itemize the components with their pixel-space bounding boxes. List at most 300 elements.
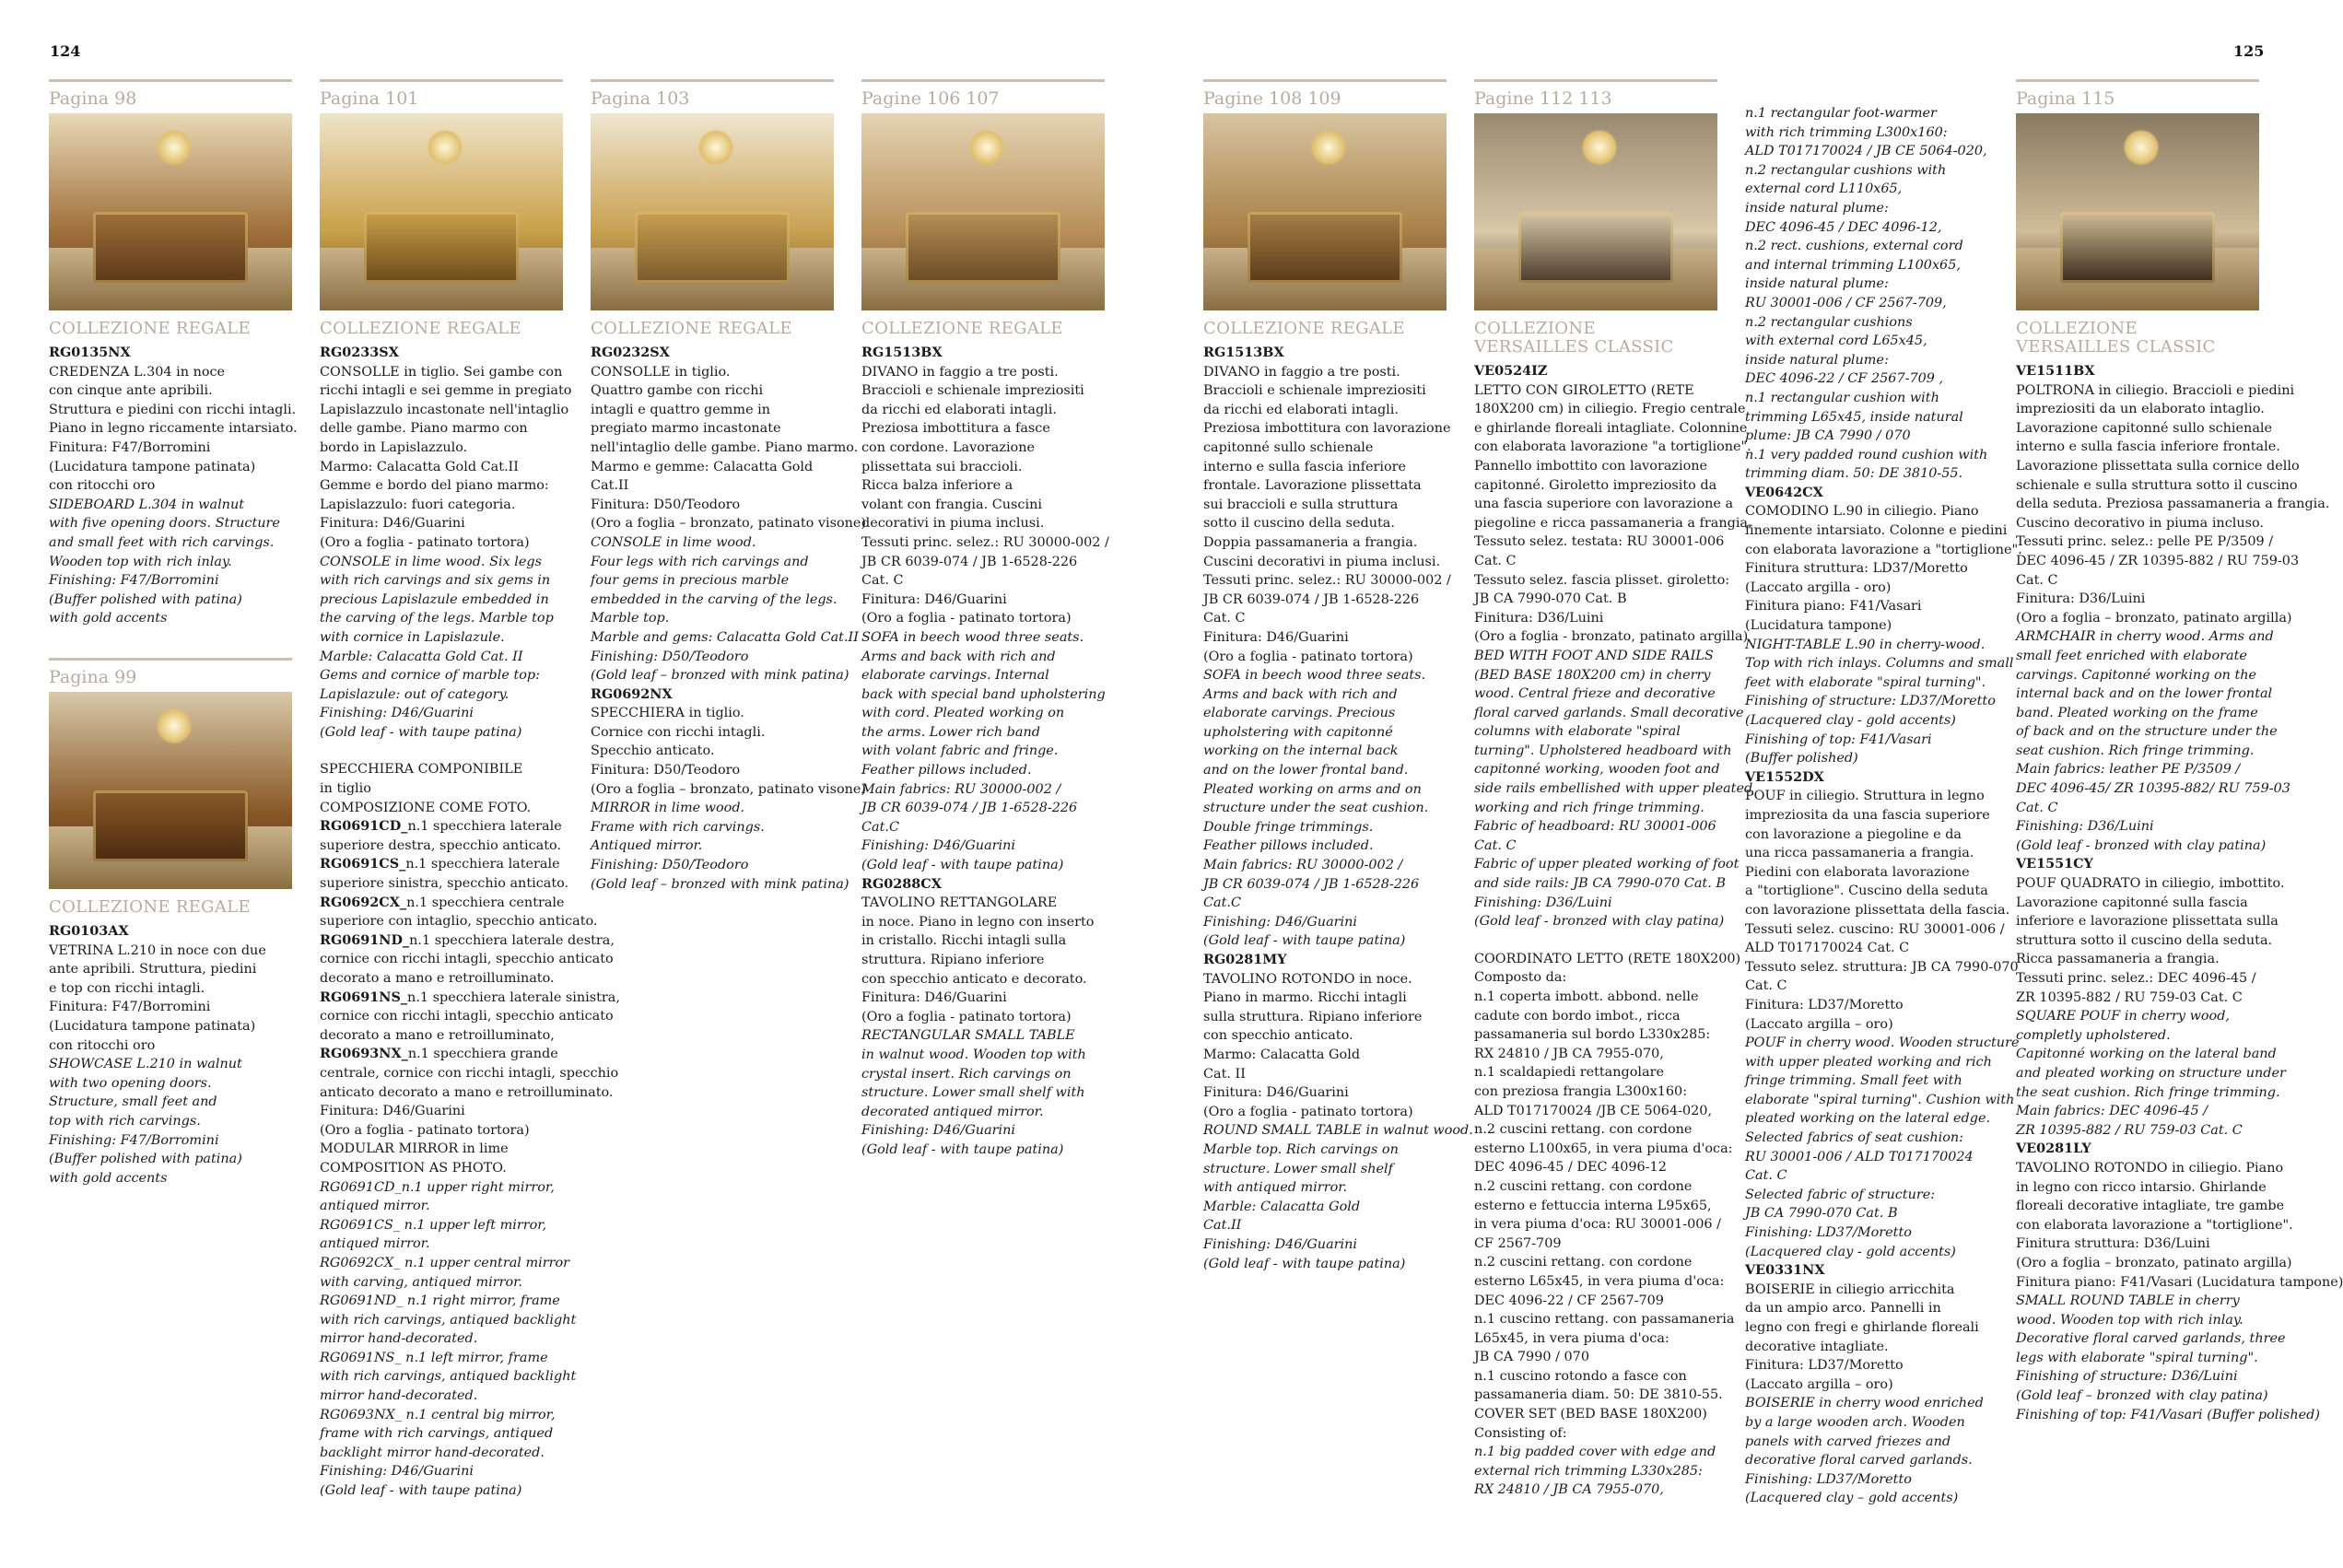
product-code: RG0232SX — [591, 345, 670, 360]
italian-description-line: DEC 4096-45 / DEC 4096-12 — [1474, 1160, 1667, 1176]
english-description-line: Cat. C — [1474, 837, 1517, 853]
english-description-line: n.2 rectangular cushions — [1745, 314, 1913, 330]
product-code: RG1513BX — [861, 345, 943, 360]
italian-description-line: in cristallo. Ricchi intagli sulla — [861, 933, 1067, 949]
english-description-line: antiqued mirror. — [320, 1236, 430, 1252]
english-description-line: JB CR 6039-074 / JB 1-6528-226 — [861, 801, 1078, 816]
english-description-line: inside natural plume: — [1745, 276, 1889, 292]
english-description-line: the arms. Lower rich band — [861, 724, 1040, 740]
italian-description-line: n.1 cuscino rettang. con passamaneria — [1474, 1312, 1735, 1328]
italian-description-line: con ritocchi oro — [49, 1037, 156, 1053]
italian-description-line: Tessuti princ. selez.: RU 30000-002 / — [861, 534, 1109, 550]
italian-description-line: Piedini con elaborata lavorazione — [1745, 864, 1970, 880]
italian-description-line: Marmo e gemme: Calacatta Gold — [591, 459, 814, 474]
italian-description-line: Cat. C — [1203, 611, 1246, 626]
italian-description-line: in vera piuma d'oca: RU 30001-006 / — [1474, 1217, 1721, 1233]
italian-description-line: Braccioli e schienale impreziositi — [861, 383, 1084, 399]
italian-description-line: DIVANO in faggio a tre posti. — [861, 364, 1059, 380]
english-description-line: Finishing: D46/Guarini — [1203, 1236, 1358, 1252]
english-description-line: (Buffer polished with patina) — [49, 1152, 242, 1167]
english-description-line: n.2 rectangular cushions with — [1745, 162, 1947, 178]
product-code: VE0281LY — [2016, 1141, 2091, 1157]
italian-description-line: (Laccato argilla – oro) — [1745, 1016, 1893, 1032]
english-description-line: Wooden top with rich inlay. — [49, 554, 232, 569]
italian-description-line: Tessuti princ. selez.: pelle PE P/3509 / — [2016, 534, 2274, 550]
product-code: RG0691CS_ — [320, 856, 406, 872]
catalog-column-pages-112-113 — [1474, 79, 1753, 1500]
english-description-line: Feather pillows included. — [861, 763, 1032, 778]
italian-description-line: Cat.II — [591, 478, 629, 494]
english-description-line: Marble: Calacatta Gold Cat. II — [320, 649, 523, 664]
italian-description-line: a "tortiglione". Cuscino della seduta — [1745, 883, 1988, 899]
english-description-line: with upper pleated working and rich — [1745, 1054, 1992, 1070]
italian-description-line: Piano in marmo. Ricchi intagli — [1203, 990, 1407, 1006]
italian-description-line: delle gambe. Piano marmo con — [320, 421, 528, 437]
furniture-shape — [1518, 212, 1674, 283]
english-description-line: Cat.C — [861, 819, 899, 835]
english-description-line: RG0691ND_ n.1 right mirror, frame — [320, 1293, 560, 1309]
italian-description-line: TAVOLINO RETTANGOLARE — [861, 895, 1058, 911]
product-code: VE0642CX — [1745, 484, 1823, 500]
english-description-line: ARMCHAIR in cherry wood. Arms and — [2016, 629, 2274, 645]
italian-description-line: volant con frangia. Cuscini — [861, 497, 1042, 512]
collection-title-line: COLLEZIONE REGALE — [49, 897, 251, 917]
italian-description-line: in tiglio — [320, 781, 371, 797]
english-description-line: ROUND SMALL TABLE in walnut wood. — [1203, 1123, 1473, 1139]
english-description-line: RU 30001-006 / CF 2567-709, — [1745, 295, 1947, 310]
italian-description-line: (Laccato argilla - oro) — [1745, 579, 1892, 595]
italian-description-line: finemente intarsiato. Colonne e piedini — [1745, 523, 2008, 539]
italian-description-line: struttura sotto il cuscino della seduta. — [2016, 932, 2273, 948]
catalog-column-page-101 — [320, 79, 620, 1501]
english-description-line: the carving of the legs. Marble top — [320, 611, 554, 626]
italian-description-line: JB CR 6039-074 / JB 1-6528-226 — [1203, 591, 1420, 607]
italian-description-line — [320, 1045, 563, 1064]
english-description-line: (Buffer polished with patina) — [49, 591, 242, 607]
english-description-line: decorated antiqued mirror. — [861, 1104, 1044, 1119]
english-description-line: (Gold leaf - with taupe patina) — [1203, 1256, 1406, 1271]
description-text: n.1 specchiera laterale sinistra, — [407, 989, 620, 1005]
italian-description-line: Marmo: Calacatta Gold — [1203, 1047, 1361, 1062]
english-description-line: Lapislazule: out of category. — [320, 686, 510, 702]
english-description-line: RECTANGULAR SMALL TABLE — [861, 1028, 1075, 1044]
english-description-line: Fabric of upper pleated working of foot — [1474, 857, 1740, 872]
italian-description-line: (Oro a foglia - patinato tortora) — [861, 1009, 1072, 1024]
italian-description-line: con elaborata lavorazione a "tortiglione". — [2016, 1217, 2293, 1233]
italian-description-line: Cat. C — [1745, 978, 1787, 994]
italian-description-line: DEC 4096-45 / ZR 10395-882 / RU 759-03 — [2016, 553, 2300, 568]
english-description-line: RU 30001-006 / ALD T017170024 — [1745, 1149, 1974, 1164]
italian-description-line: Pannello imbottito con lavorazione — [1474, 458, 1708, 474]
collection-title — [1203, 320, 1447, 338]
furniture-shape — [93, 790, 249, 861]
italian-description-line — [320, 855, 563, 874]
italian-description-line: (Lucidatura tampone patinata) — [49, 459, 256, 474]
italian-description-line: Finitura: D46/Guarini — [1203, 1085, 1349, 1101]
collection-title-line: COLLEZIONE REGALE — [49, 319, 251, 338]
italian-description-line: 180X200 cm) in ciliegio. Fregio centrale — [1474, 402, 1746, 417]
english-description-line: Gems and cornice of marble top: — [320, 668, 540, 684]
catalog-column-page-99 — [49, 658, 292, 1188]
english-description-line: SOFA in beech wood three seats. — [1203, 668, 1426, 684]
catalog-column-pages-106-107 — [861, 79, 1109, 1160]
english-description-line: completly upholstered. — [2016, 1027, 2171, 1043]
italian-description-line: POUF QUADRATO in ciliegio, imbottito. — [2016, 876, 2285, 892]
english-description-line: floral carved garlands. Small decorative — [1474, 705, 1744, 720]
collection-title — [861, 320, 1105, 338]
english-description-line: back with special band upholstering — [861, 686, 1106, 702]
italian-description-line: Finitura: D46/Guarini — [320, 516, 465, 532]
english-description-line: structure. Lower small shelf — [1203, 1161, 1393, 1176]
furniture-shape — [2060, 212, 2216, 283]
italian-description-line: (Lucidatura tampone) — [1745, 618, 1892, 634]
english-description-line: with external cord L65x45, — [1745, 333, 1927, 349]
italian-description-line: SPECCHIERA in tiglio. — [591, 706, 744, 721]
product-code: RG0693NX_ — [320, 1046, 408, 1062]
chandelier-glow — [156, 708, 193, 744]
italian-description-line: da un ampio arco. Pannelli in — [1745, 1301, 1941, 1316]
english-description-line: with two opening doors. — [49, 1075, 212, 1091]
english-description-line: of back and on the structure under the — [2016, 724, 2278, 740]
product-code: RG0288CX — [861, 875, 942, 892]
english-description-line: n.1 very padded round cushion with — [1745, 447, 1988, 462]
italian-description-line: una fascia superiore con lavorazione a — [1474, 497, 1734, 512]
italian-description-line: Cuscino decorativo in piuma incluso. — [2016, 515, 2264, 531]
english-description-line: seat cushion. Rich fringe trimming. — [2016, 743, 2255, 758]
italian-description-line: esterno L100x65, in vera piuma d'oca: — [1474, 1141, 1733, 1156]
section-divider — [2016, 79, 2259, 82]
english-description-line: Marble top. — [591, 611, 670, 626]
italian-description-line: Finitura piano: F41/Vasari — [1745, 599, 1922, 614]
italian-description-line: capitonné sullo schienale — [1203, 439, 1374, 455]
english-description-line: RG0691CS_ n.1 upper left mirror, — [320, 1217, 547, 1233]
italian-description-line: superiore con intaglio, specchio anticato. — [320, 914, 598, 930]
italian-description-line: Specchio anticato. — [591, 743, 715, 759]
english-description-line: Selected fabrics of seat cushion: — [1745, 1130, 1964, 1146]
english-description-line: with gold accents — [49, 611, 168, 626]
italian-description-line: superiore sinistra, specchio anticato. — [320, 876, 569, 892]
italian-description-line: con cinque ante apribili. — [49, 383, 213, 399]
section-divider — [1203, 79, 1447, 82]
english-description-line: panels with carved friezes and — [1745, 1433, 1951, 1449]
english-description-line: (Gold leaf - with taupe patina) — [320, 1483, 522, 1499]
english-description-line: Finishing: LD37/Moretto — [1745, 1225, 1912, 1241]
italian-description-line: COMPOSIZIONE COME FOTO. — [320, 800, 532, 815]
english-description-line: with cord. Pleated working on — [861, 706, 1065, 721]
english-description-line: with rich carvings, antiqued backlight — [320, 1369, 577, 1385]
italian-description-line: Finitura: F47/Borromini — [49, 439, 211, 455]
italian-description-line: JB CR 6039-074 / JB 1-6528-226 — [861, 554, 1078, 569]
italian-description-line: con preziosa frangia L300x160: — [1474, 1083, 1688, 1099]
english-description-line: Capitonné working on the lateral band — [2016, 1047, 2277, 1062]
italian-description-line: Piano in legno riccamente intarsiato. — [49, 421, 298, 437]
italian-description-line: decorato a mano e retroilluminato, — [320, 1027, 555, 1043]
italian-description-line: Doppia passamaneria a frangia. — [1203, 534, 1418, 550]
italian-description-line: legno con fregi e ghirlande floreali — [1745, 1320, 1979, 1335]
furniture-shape — [635, 212, 791, 283]
product-code: RG0103AX — [49, 923, 129, 939]
collection-title-line: COLLEZIONE REGALE — [1203, 319, 1405, 338]
english-description-line: Marble: Calacatta Gold — [1203, 1199, 1361, 1214]
collection-title — [2016, 320, 2259, 357]
italian-description-line: (Oro a foglia – bronzato, patinato visone) — [591, 516, 867, 532]
english-description-line: with gold accents — [49, 1170, 168, 1186]
italian-description-line: ZR 10395-882 / RU 759-03 Cat. C — [2016, 989, 2243, 1005]
english-description-line: Double fringe trimmings. — [1203, 819, 1374, 835]
english-description-line: Fabric of headboard: RU 30001-006 — [1474, 819, 1716, 835]
product-code: RG1513BX — [1203, 345, 1284, 360]
italian-description-line: passamaneria sul bordo L330x285: — [1474, 1027, 1711, 1043]
italian-description-line: (Oro a foglia - bronzato, patinato argilla) — [1474, 629, 1749, 645]
english-description-line: inside natural plume: — [1745, 200, 1889, 216]
italian-description-line: CONSOLLE in tiglio. — [591, 364, 731, 380]
english-description-line: NIGHT-TABLE L.90 in cherry-wood. — [1745, 637, 1986, 652]
english-description-line: Frame with rich carvings. — [591, 819, 765, 835]
page-reference-label: Pagina 101 — [320, 88, 419, 109]
chandelier-glow — [427, 129, 463, 166]
english-description-line: (Gold leaf – bronzed with mink patina) — [591, 876, 849, 892]
italian-description-line: Finitura: LD37/Moretto — [1745, 1358, 1904, 1374]
page-number-left: 124 — [50, 42, 81, 60]
english-description-line: n.2 rect. cushions, external cord — [1745, 239, 1963, 254]
chandelier-glow — [2123, 129, 2160, 166]
english-description-line: external cord L110x65, — [1745, 181, 1903, 197]
product-code: RG0691NS_ — [320, 989, 408, 1005]
english-description-line: DEC 4096-45/ ZR 10395-882/ RU 759-03 — [2016, 781, 2290, 797]
italian-description-line: Cat. C — [861, 573, 904, 589]
italian-description-line: LETTO CON GIROLETTO (RETE — [1474, 382, 1694, 398]
italian-description-line: Tessuti selez. cuscino: RU 30001-006 / — [1745, 921, 2005, 937]
italian-description-line: Finitura struttura: LD37/Moretto — [1745, 561, 1968, 577]
italian-description-line: Finitura: D46/Guarini — [861, 591, 1007, 607]
italian-description-line: ALD T017170024 /JB CE 5064-020, — [1474, 1103, 1713, 1118]
italian-description-line: cornice con ricchi intagli, specchio anticato — [320, 1009, 614, 1024]
section-divider — [49, 658, 292, 661]
english-description-line: trimming diam. 50: DE 3810-55. — [1745, 466, 1963, 482]
italian-description-line: (Oro a foglia - patinato tortora) — [1203, 1104, 1413, 1119]
italian-description-line: COORDINATO LETTO (RETE 180X200) — [1474, 951, 1741, 966]
english-description-line: MIRROR in lime wood. — [591, 801, 745, 816]
product-code: RG0692CX_ — [320, 894, 407, 910]
italian-description-line: n.2 cuscini rettang. con cordone — [1474, 1255, 1693, 1270]
english-description-line: crystal insert. Rich carvings on — [861, 1066, 1072, 1082]
english-description-line: Finishing of structure: LD37/Moretto — [1745, 694, 1996, 709]
english-description-line: Finishing: D46/Guarini — [320, 1464, 474, 1480]
italian-description-line: ante apribili. Struttura, piedini — [49, 962, 257, 977]
italian-description-line: sotto il cuscino della seduta. — [1203, 516, 1395, 532]
italian-description-line: CREDENZA L.304 in noce — [49, 364, 226, 380]
english-description-line: working and rich fringe trimming. — [1474, 800, 1705, 815]
page-reference-label: Pagine 112 113 — [1474, 88, 1612, 109]
english-description-line: (Gold leaf - bronzed with clay patina) — [1474, 914, 1725, 930]
chandelier-glow — [968, 129, 1005, 166]
italian-description-line: con lavorazione a piegoline e da — [1745, 826, 1962, 842]
english-description-line: capitonné working, wooden foot and — [1474, 762, 1720, 778]
english-description-line: Selected fabric of structure: — [1745, 1187, 1936, 1202]
italian-description-line: interno e sulla fascia inferiore frontale. — [2016, 439, 2280, 455]
italian-description-line: frontale. Lavorazione plissettata — [1203, 478, 1422, 494]
italian-description-line: Finitura struttura: D36/Luini — [2016, 1236, 2210, 1252]
english-description-line: structure. Lower small shelf with — [861, 1085, 1085, 1101]
italian-description-line — [320, 817, 563, 837]
italian-description-line: cadute con bordo imbot., ricca — [1474, 1008, 1681, 1024]
english-description-line: elaborate carvings. Internal — [861, 668, 1049, 684]
english-description-line: plume: JB CA 7990 / 070 — [1745, 428, 1911, 444]
english-description-line: (BED BASE 180X200 cm) in cherry — [1474, 667, 1711, 683]
english-description-line: Finishing: D36/Luini — [2016, 819, 2154, 835]
description-text: n.1 specchiera laterale — [405, 857, 560, 872]
italian-description-line: intagli e quattro gemme in — [591, 402, 771, 417]
english-description-line: ZR 10395-882 / RU 759-03 Cat. C — [2016, 1122, 2243, 1138]
english-description-line: four gems in precious marble — [591, 573, 790, 589]
english-description-line: (Gold leaf – bronzed with mink patina) — [591, 668, 849, 684]
italian-description-line: superiore destra, specchio anticato. — [320, 837, 561, 853]
italian-description-line: (Oro a foglia - patinato tortora) — [320, 534, 530, 550]
italian-description-line: Cuscini decorativi in piuma inclusi. — [1203, 554, 1441, 569]
english-description-line: JB CR 6039-074 / JB 1-6528-226 — [1203, 876, 1420, 892]
english-description-line: RG0692CX_ n.1 upper central mirror — [320, 1255, 570, 1270]
italian-description-line: Tessuto selez. testata: RU 30001-006 — [1474, 534, 1725, 550]
english-description-line: Finishing: F47/Borromini — [49, 573, 219, 589]
english-description-line: precious Lapislazule embedded in — [320, 591, 549, 607]
italian-description-line: JB CA 7990 / 070 — [1474, 1350, 1589, 1365]
collection-title — [591, 320, 834, 338]
italian-description-line: (Oro a foglia – bronzato, patinato visone) — [591, 781, 867, 797]
italian-description-line: (Oro a foglia - patinato tortora) — [320, 1122, 530, 1138]
english-description-line: SIDEBOARD L.304 in walnut — [49, 497, 245, 512]
italian-description-line: DIVANO in faggio a tre posti. — [1203, 364, 1400, 380]
english-description-line: columns with elaborate "spiral — [1474, 724, 1681, 740]
collection-title-line: COLLEZIONE — [1474, 319, 1596, 338]
italian-description-line: Tessuti princ. selez.: RU 30000-002 / — [1203, 573, 1451, 589]
italian-description-line: (Oro a foglia - patinato tortora) — [1203, 649, 1413, 664]
english-description-line: Cat.C — [1203, 895, 1241, 911]
italian-description-line: Lavorazione capitonné sullo schienale — [2016, 420, 2273, 436]
english-description-line: with rich carvings and six gems in — [320, 573, 551, 589]
english-description-line: Main fabrics: RU 30000-002 / — [1203, 858, 1403, 873]
italian-description-line: impreziosita da una fascia superiore — [1745, 807, 1990, 823]
italian-description-line: SPECCHIERA COMPONIBILE — [320, 762, 523, 778]
english-description-line: with five opening doors. Structure — [49, 516, 280, 532]
collection-title-line: COLLEZIONE REGALE — [861, 319, 1063, 338]
italian-description-line: Gemme e bordo del piano marmo: — [320, 478, 549, 494]
chandelier-glow — [1310, 129, 1347, 166]
italian-description-line: DEC 4096-22 / CF 2567-709 — [1474, 1293, 1664, 1308]
italian-description-line: Lapislazzulo: fuori categoria. — [320, 497, 516, 512]
italian-description-line: POUF in ciliegio. Struttura in legno — [1745, 789, 1985, 804]
italian-description-line: Lapislazzulo incastonate nell'intaglio — [320, 402, 569, 417]
collection-title — [1474, 320, 1717, 357]
english-description-line: Structure, small feet and — [49, 1094, 217, 1110]
salon-with-chandelier-photo — [861, 113, 1105, 310]
italian-description-line: nell'intaglio delle gambe. Piano marmo. — [591, 439, 859, 455]
english-description-line: BOISERIE in cherry wood enriched — [1745, 1396, 1984, 1411]
italian-description-line: da ricchi ed elaborati intagli. — [861, 402, 1057, 417]
english-description-line: inside natural plume: — [1745, 352, 1889, 368]
italian-description-line: interno e sulla fascia inferiore — [1203, 459, 1407, 474]
collection-title-line: COLLEZIONE — [2016, 319, 2138, 338]
collection-title-line: VERSAILLES CLASSIC — [2016, 337, 2216, 357]
description-text: n.1 specchiera grande — [407, 1047, 558, 1062]
product-code: RG0233SX — [320, 345, 399, 360]
description-text: n.1 specchiera centrale — [406, 895, 565, 910]
english-description-line: (Gold leaf - with taupe patina) — [320, 724, 522, 740]
english-description-line: and pleated working on structure under — [2016, 1065, 2286, 1081]
product-code: RG0691CD_ — [320, 818, 408, 835]
english-description-line: Arms and back with rich and — [861, 649, 1056, 664]
italian-description-line: con lavorazione plissettata della fascia. — [1745, 902, 2010, 918]
gilded-console-hallway-photo — [591, 113, 834, 310]
english-description-line: small feet enriched with elaborate — [2016, 648, 2247, 663]
catalog-column-pages-108-109 — [1203, 79, 1473, 1273]
english-description-line: and small feet with rich carvings. — [49, 534, 275, 550]
english-description-line: (Lacquered clay - gold accents) — [1745, 1244, 1956, 1259]
italian-description-line: Finitura: D36/Luini — [2016, 591, 2146, 607]
english-description-line: Decorative floral carved garlands, three — [2016, 1331, 2286, 1347]
english-description-line: DEC 4096-22 / CF 2567-709 , — [1745, 371, 1944, 387]
english-description-line: Finishing of structure: D36/Luini — [2016, 1369, 2238, 1385]
english-description-line: Finishing: F47/Borromini — [49, 1132, 219, 1148]
english-description-line: (Gold leaf - with taupe patina) — [861, 858, 1064, 873]
italian-description-line: con ritocchi oro — [49, 478, 156, 494]
english-description-line: n.1 rectangular cushion with — [1745, 390, 1939, 405]
english-description-line: frame with rich carvings, antiqued — [320, 1426, 554, 1442]
italian-description-line — [320, 989, 620, 1008]
catalog-column-page-103 — [591, 79, 867, 894]
page-reference-label: Pagine 108 109 — [1203, 88, 1341, 109]
italian-description-line: n.2 cuscini rettang. con cordone — [1474, 1178, 1693, 1194]
italian-description-line: JB CA 7990-070 Cat. B — [1474, 591, 1627, 607]
italian-description-line: schienale e sulla struttura sotto il cuscino — [2016, 477, 2298, 493]
english-description-line: (Lacquered clay – gold accents) — [1745, 1491, 1959, 1506]
italian-description-line: COMODINO L.90 in ciliegio. Piano — [1745, 504, 1979, 520]
collection-title — [320, 320, 563, 338]
page-reference-label: Pagina 103 — [591, 88, 690, 109]
page-reference-label: Pagina 99 — [49, 667, 137, 687]
italian-description-line: n.1 coperta imbott. abbond. nelle — [1474, 989, 1699, 1004]
english-description-line: elaborate carvings. Precious — [1203, 706, 1396, 721]
english-description-line: internal back and on the lower frontal — [2016, 686, 2273, 702]
italian-description-line: COMPOSITION AS PHOTO. — [320, 1160, 507, 1176]
canopy-room-armchair-photo — [2016, 113, 2259, 310]
english-description-line: working on the internal back — [1203, 743, 1399, 759]
page-number-right: 125 — [2233, 42, 2265, 60]
english-description-line: with rich carvings, antiqued backlight — [320, 1312, 577, 1328]
italian-description-line: ricchi intagli e sei gemme in pregiato — [320, 383, 572, 399]
english-description-line: side rails embellished with upper pleated — [1474, 781, 1753, 797]
english-description-line: fringe trimming. Small feet with — [1745, 1073, 1962, 1089]
italian-description-line: Finitura: LD37/Moretto — [1745, 997, 1904, 1012]
english-description-line: Pleated working on arms and on — [1203, 781, 1422, 797]
italian-description-line: decorative intagliate. — [1745, 1339, 1889, 1354]
english-description-line: ALD T017170024 / JB CE 5064-020, — [1745, 144, 1987, 159]
english-description-line: CONSOLE in lime wood. — [591, 534, 756, 550]
english-description-line: (Gold leaf - with taupe patina) — [1203, 933, 1406, 949]
italian-description-line: Struttura e piedini con ricchi intagli. — [49, 402, 297, 417]
product-code: VE0524IZ — [1474, 363, 1548, 379]
english-description-line: Cat.II — [1203, 1218, 1242, 1234]
english-description-line: backlight mirror hand-decorated. — [320, 1445, 545, 1460]
italian-description-line: Cat. C — [1474, 553, 1517, 568]
english-description-line: wood. Wooden top with rich inlay. — [2016, 1312, 2243, 1328]
italian-description-line: in noce. Piano in legno con inserto — [861, 914, 1095, 930]
english-description-line: Finishing of top: F41/Vasari — [1745, 731, 1932, 747]
english-description-line: elaborate "spiral turning". Cushion with — [1745, 1092, 2015, 1107]
english-description-line: CONSOLE in lime wood. Six legs — [320, 554, 542, 569]
italian-description-line: Braccioli e schienale impreziositi — [1203, 383, 1426, 399]
english-description-line: turning". Upholstered headboard with — [1474, 743, 1732, 758]
chandelier-glow — [697, 129, 734, 166]
